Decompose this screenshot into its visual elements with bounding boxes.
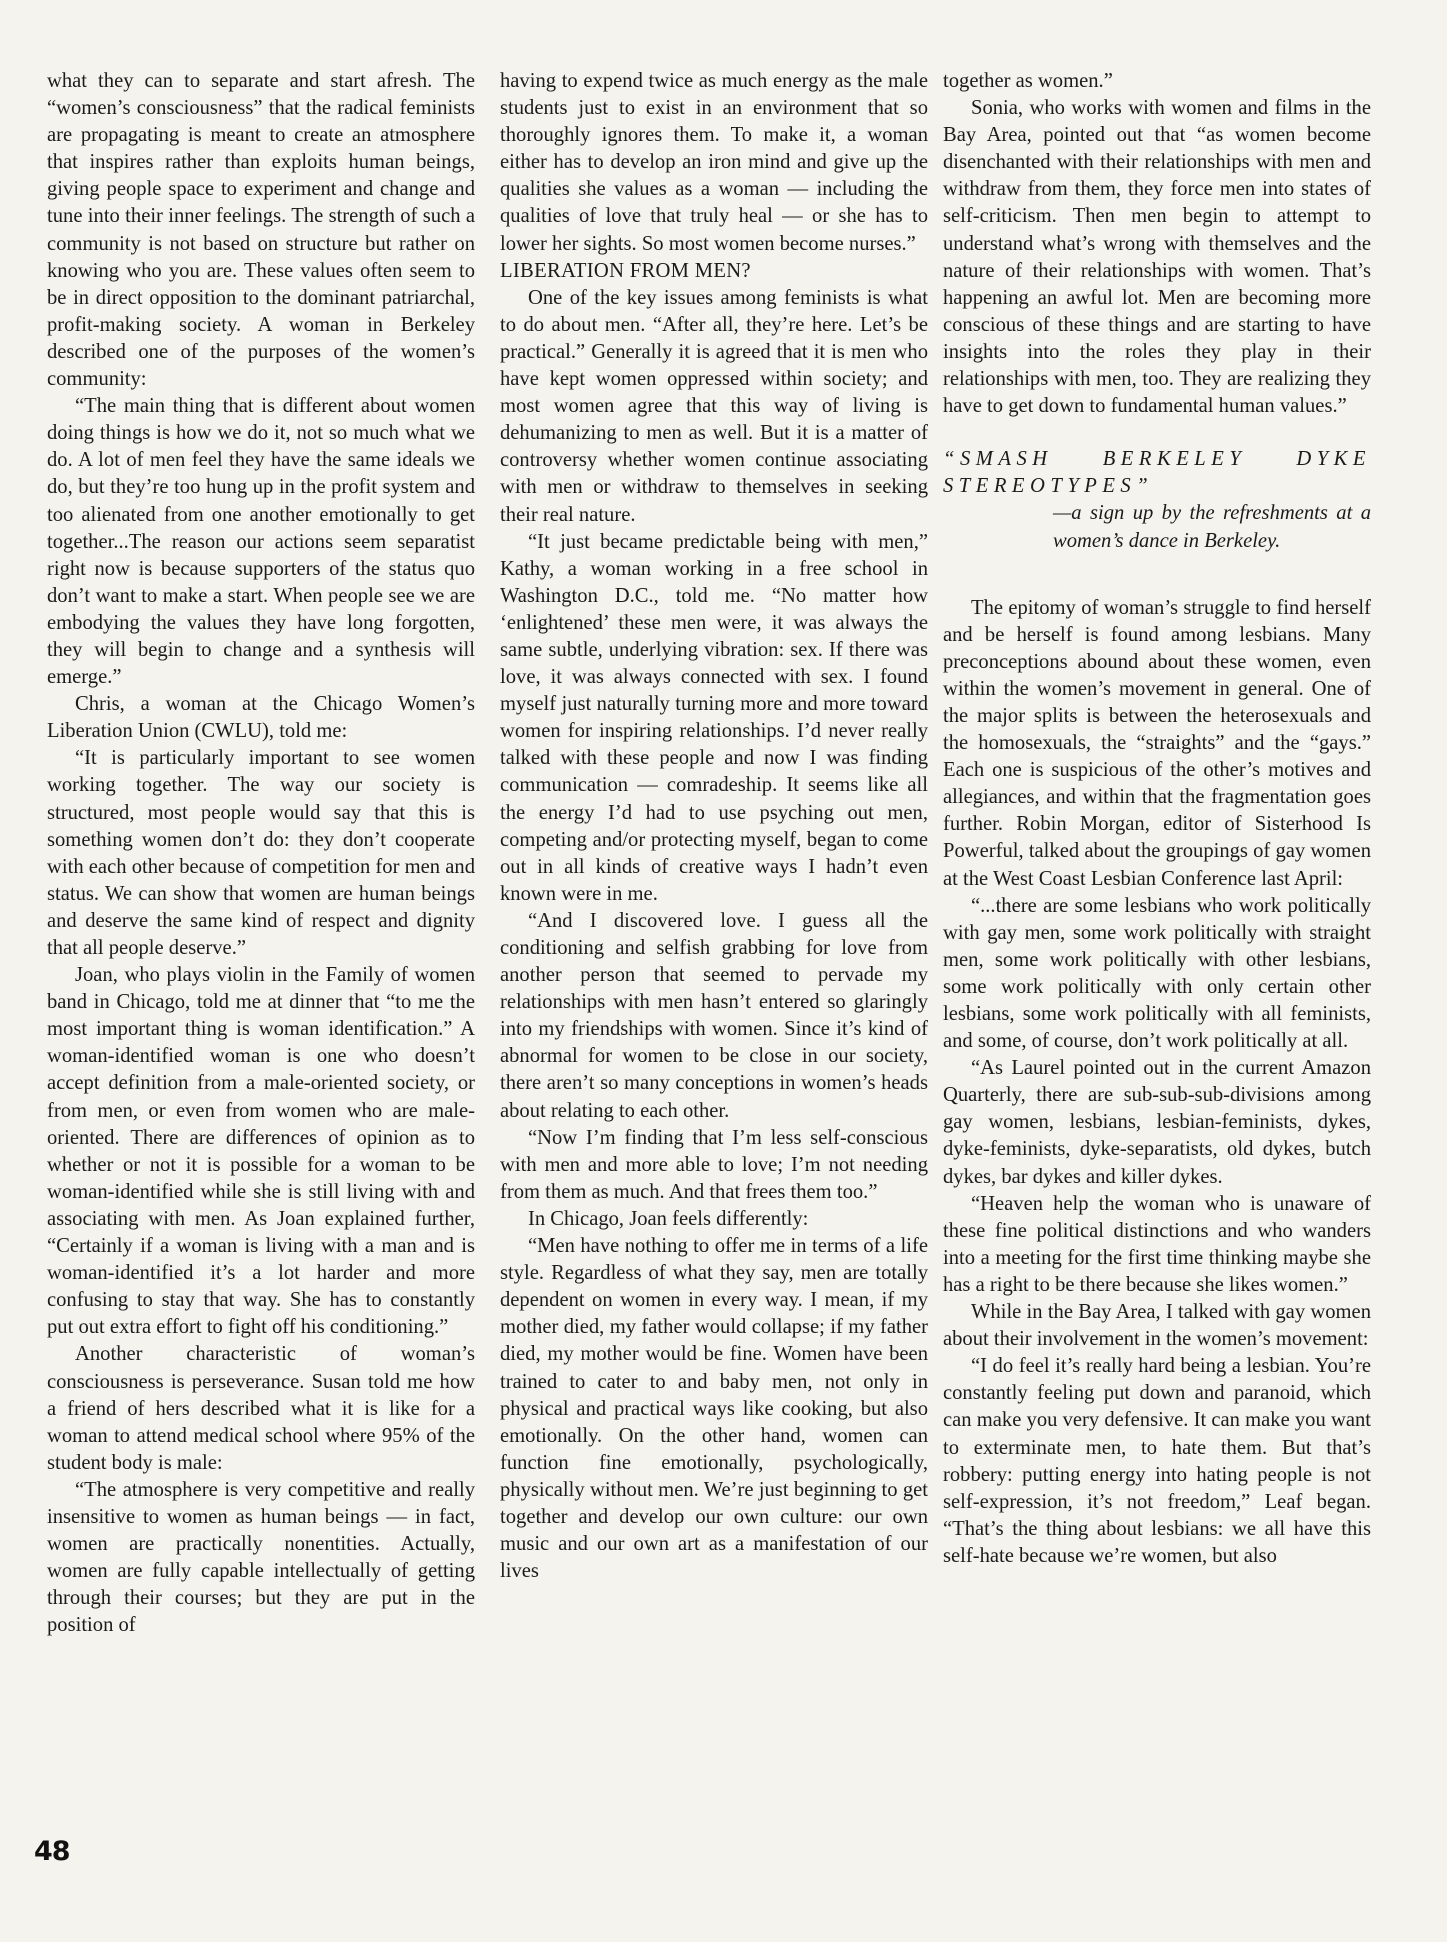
- text-column-2: [500, 68, 928, 1585]
- paragraph: In Chicago, Joan feels differently:: [528, 1207, 809, 1230]
- paragraph: One of the key issues among feminists is what to do about men. “After all, they’re here. Let’s be practical.” Generally it is agreed that it is men who have kept women oppressed within society; and most women agree that this way of living is dehumanizing to men as well. But it is a matter of controversy whether women continue associating with men or withdraw to themselves in seeking their real nature.: [500, 286, 928, 526]
- paragraph: While in the Bay Area, I talked with gay women about their involvement in the women’s movement:: [943, 1301, 1371, 1351]
- paragraph: “I do feel it’s really hard being a lesbian. You’re constantly feeling put down and paranoid, which can make you very defensive. It can make you want to exterminate men, to hate them. But that’s robbery: putting energy into hating people is not self-expression, it’s not freedom,” Leaf began. “That’s the thing about lesbians: we all have this self-hate because we’re women, but also: [943, 1355, 1371, 1567]
- text-column-3: [943, 68, 1371, 1570]
- paragraph: “The atmosphere is very competitive and really insensitive to women as human beings — in fact, women are practically nonentities. Actually, women are fully capable intellectually of getting through their courses; but they are put in the position of: [47, 1478, 475, 1637]
- text-column-1: [47, 68, 475, 1639]
- paragraph: “And I discovered love. I guess all the conditioning and selfish grabbing for love from another person that seemed to pervade my relationships with men hasn’t entered so glaringly into my friendships with women. Since it’s kind of abnormal for women to be close in our society, there aren’t so many conceptions in women’s heads about relating to each other.: [500, 909, 928, 1122]
- section-heading: LIBERATION FROM MEN?: [500, 259, 751, 282]
- paragraph: Another characteristic of woman’s consciousness is perseverance. Susan told me how a friend of hers described what it is like for a woman to attend medical school where 95% of the student body is male:: [47, 1343, 475, 1474]
- paragraph: “It just became predictable being with men,” Kathy, a woman working in a free school in Washington D.C., told me. “No matter how ‘enlightened’ these men were, it was always the same subtle, underlying vibration: sex. If there was love, it was always connected with sex. I found myself just naturally turning more and more toward women for inspiring relationships. I’d never really talked with these people and now I was finding communication — comradeship. It seems like all the energy I’d had to use psyching out men, competing and/or protecting myself, began to come out in all kinds of creative ways I hadn’t even known were in me.: [500, 530, 928, 905]
- paragraph: Joan, who plays violin in the Family of women band in Chicago, told me at dinner that “to me the most important thing is woman identification.” A woman-identified woman is one who doesn’t accept definition from a male-oriented society, or from men, or even from women who are male-oriented. There are differences of opinion as to whether or not it is possible for a woman to be woman-identified while she is still living with and associating with men. As Joan explained further, “Certainly if a woman is living with a man and is woman-identified it’s a lot harder and more confusing to stay that way. She has to constantly put out extra effort to fight off his conditioning.”: [47, 964, 475, 1339]
- paragraph: “It is particularly important to see women working together. The way our society is structured, most people would say that this is something women don’t do: they don’t cooperate with each other because of competition for men and status. We can show that women are human beings and deserve the same kind of respect and dignity that all people deserve.”: [47, 747, 475, 959]
- paragraph: The epitomy of woman’s struggle to find herself and be herself is found among lesbians. Many preconceptions abound about these women, even within the women’s movement in general. One of the major splits is between the heterosexuals and the homosexuals, the “straights” and the “gays.” Each one is suspicious of the other’s motives and allegiances, and within that the fragmentation goes further. Robin Morgan, editor of Sisterhood Is Powerful, talked about the groupings of gay women at the West Coast Lesbian Conference last April:: [943, 596, 1371, 890]
- paragraph: “Now I’m finding that I’m less self-conscious with men and more able to love; I’m not needing from them as much. And that frees them too.”: [500, 1126, 928, 1203]
- paragraph: “Heaven help the woman who is unaware of these fine political distinctions and who wanders into a meeting for the first time thinking maybe she has a right to be there because she likes women.”: [943, 1192, 1371, 1296]
- paragraph: having to expend twice as much energy as the male students just to exist in an environment that so thoroughly ignores them. To make it, a woman either has to develop an iron mind and give up the qualities she values as a woman — including the qualities of love that truly heal — or she has to lower her sights. So most women become nurses.”: [500, 70, 928, 255]
- epigraph-quote: “SMASH BERKELEY DYKE STEREOTYPES”: [943, 448, 1371, 498]
- paragraph: together as women.”: [943, 70, 1113, 92]
- paragraph: Chris, a woman at the Chicago Women’s Liberation Union (CWLU), told me:: [47, 693, 475, 743]
- paragraph: what they can to separate and start afresh. The “women’s consciousness” that the radical feminists are propagating is meant to create an atmosphere that inspires rather than exploits human beings, giving people space to experiment and change and tune into their inner feelings. The strength of such a community is not based on structure but rather on knowing who you are. These values often seem to be in direct opposition to the dominant patriarchal, profit-making society. A woman in Berkeley described one of the purposes of the women’s community:: [47, 70, 475, 391]
- paragraph: “As Laurel pointed out in the current Amazon Quarterly, there are sub-sub-sub-divisions among gay women, lesbians, lesbian-feminists, dykes, dyke-feminists, dyke-separatists, old dykes, butch dykes, bar dykes and killer dykes.: [943, 1057, 1371, 1188]
- paragraph: Sonia, who works with women and films in the Bay Area, pointed out that “as women become disenchanted with their relationships with men and withdraw from them, they force men into states of self-criticism. Then men begin to attempt to understand what’s wrong with themselves and the nature of their relationships with women. That’s happening an awful lot. Men are becoming more conscious of these things and are starting to have insights into the roles they play in their relationships with men, too. They are realizing they have to get down to fundamental human values.”: [943, 97, 1371, 418]
- epigraph: [943, 446, 1371, 554]
- epigraph-attribution: —a sign up by the refreshments at a women’s dance in Berkeley.: [1053, 502, 1371, 552]
- page-number: 48: [34, 1836, 70, 1867]
- paragraph: “The main thing that is different about women doing things is how we do it, not so much what we do. A lot of men feel they have the same ideals we do, but they’re too hung up in the profit system and too alienated from one another emotionally to get together...The reason our actions seem separatist right now is because supporters of the status quo don’t want to make a start. When people see we are embodying the values they have long forgotten, they will begin to change and a synthesis will emerge.”: [47, 395, 475, 689]
- paragraph: “...there are some lesbians who work politically with gay men, some work politically with straight men, some work politically with other lesbians, some work politically with only certain other lesbians, some work politically with all feminists, and some, of course, don’t work politically at all.: [943, 894, 1371, 1053]
- paragraph: “Men have nothing to offer me in terms of a life style. Regardless of what they say, men are totally dependent on women in every way. I mean, if my mother died, my father would collapse; if my father died, my mother would be fine. Women have been trained to cater to and baby men, not only in physical and practical ways like cooking, but also emotionally. On the other hand, women can function fine emotionally, psychologically, physically without men. We’re just beginning to get together and develop our own culture: our own music and our own art as a manifestation of our lives: [500, 1235, 928, 1583]
